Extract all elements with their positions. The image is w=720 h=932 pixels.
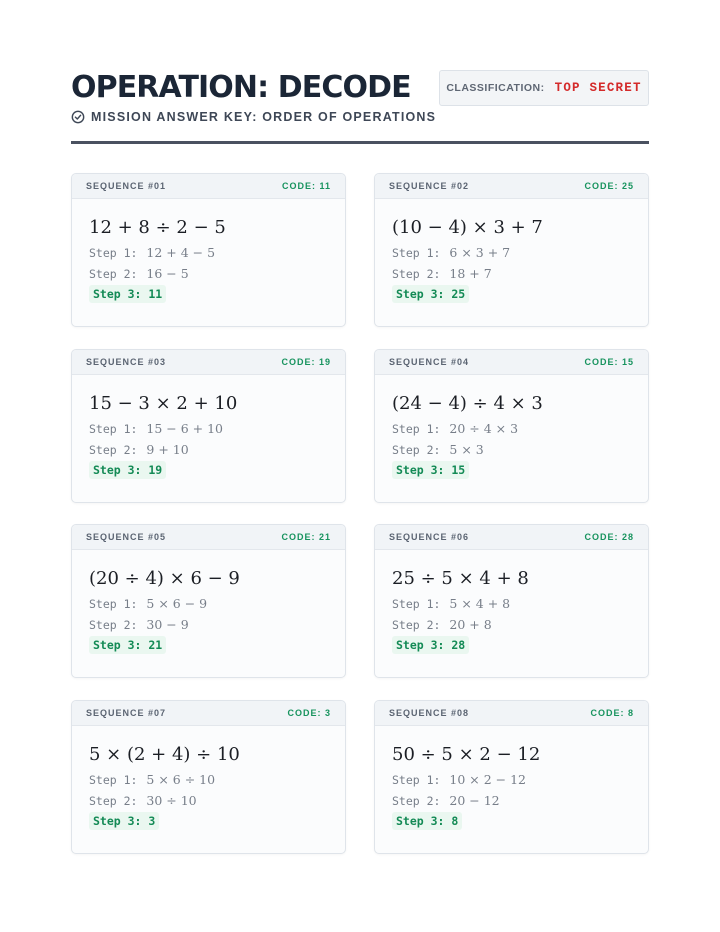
step-expression: 15 − 6 + 10 (146, 421, 224, 436)
step-1 (392, 418, 631, 439)
step-2 (89, 790, 328, 811)
step-1 (89, 769, 328, 790)
step-2 (89, 439, 328, 460)
step-expression: 30 − 9 (146, 617, 189, 632)
sequence-card (71, 173, 346, 327)
final-step: Step 3: 15 (392, 461, 469, 479)
card-header (72, 525, 345, 550)
sequence-code: CODE: 21 (281, 532, 331, 542)
header-divider (71, 141, 649, 144)
sequence-number: SEQUENCE #04 (389, 357, 470, 367)
problem-expression: 15 − 3 × 2 + 10 (89, 393, 238, 414)
step-expression: 20 − 12 (449, 793, 500, 808)
final-step: Step 3: 28 (392, 636, 469, 654)
step-2 (392, 790, 631, 811)
problem-expression: 12 + 8 ÷ 2 − 5 (89, 217, 226, 238)
sequence-number: SEQUENCE #01 (86, 181, 167, 191)
sequence-number: SEQUENCE #02 (389, 181, 470, 191)
sequence-number: SEQUENCE #06 (389, 532, 470, 542)
step-1 (89, 418, 328, 439)
sequence-number: SEQUENCE #05 (86, 532, 167, 542)
subtitle-text: MISSION ANSWER KEY: ORDER OF OPERATIONS (91, 110, 437, 124)
card-body (375, 199, 648, 303)
step-1 (392, 593, 631, 614)
card-body (375, 726, 648, 830)
step-1 (392, 769, 631, 790)
sequence-code: CODE: 28 (584, 532, 634, 542)
step-label: Step 1: (89, 422, 138, 436)
step-expression: 5 × 4 + 8 (449, 596, 511, 611)
card-body (72, 199, 345, 303)
step-label: Step 1: (89, 246, 138, 260)
step-label: Step 1: (392, 773, 441, 787)
step-2 (392, 614, 631, 635)
card-body (72, 375, 345, 479)
step-label: Step 2: (392, 267, 441, 281)
step-label: Step 2: (89, 794, 138, 808)
step-label: Step 2: (89, 443, 138, 457)
step-expression: 20 + 8 (449, 617, 492, 632)
card-header (375, 701, 648, 726)
step-label: Step 2: (392, 443, 441, 457)
card-header (72, 174, 345, 199)
final-step: Step 3: 8 (392, 812, 462, 830)
check-circle-icon (71, 110, 85, 124)
card-header (72, 350, 345, 375)
step-label: Step 2: (89, 267, 138, 281)
classification-badge (439, 70, 649, 106)
card-body (375, 375, 648, 479)
card-body (375, 550, 648, 654)
sequence-card (374, 700, 649, 854)
final-step: Step 3: 25 (392, 285, 469, 303)
card-header (72, 701, 345, 726)
page-subtitle (71, 110, 649, 124)
problem-expression: 50 ÷ 5 × 2 − 12 (392, 744, 541, 765)
step-2 (392, 263, 631, 284)
step-expression: 5 × 3 (449, 442, 484, 457)
step-1 (89, 593, 328, 614)
step-label: Step 1: (89, 597, 138, 611)
step-label: Step 1: (392, 597, 441, 611)
sequence-number: SEQUENCE #03 (86, 357, 167, 367)
sequence-code: CODE: 15 (584, 357, 634, 367)
sequence-number: SEQUENCE #08 (389, 708, 470, 718)
step-label: Step 2: (89, 618, 138, 632)
step-expression: 30 ÷ 10 (146, 793, 197, 808)
sequence-card (71, 524, 346, 678)
step-label: Step 1: (89, 773, 138, 787)
sequence-card (374, 349, 649, 503)
classification-label: CLASSIFICATION: (446, 82, 545, 94)
card-body (72, 550, 345, 654)
step-expression: 12 + 4 − 5 (146, 245, 216, 260)
page-header (71, 70, 649, 124)
sequence-code: CODE: 8 (590, 708, 634, 718)
page-title: OPERATION: DECODE (71, 70, 411, 105)
problem-expression: 5 × (2 + 4) ÷ 10 (89, 744, 240, 765)
step-2 (392, 439, 631, 460)
step-expression: 16 − 5 (146, 266, 189, 281)
problem-expression: 25 ÷ 5 × 4 + 8 (392, 568, 529, 589)
step-label: Step 1: (392, 246, 441, 260)
step-1 (392, 242, 631, 263)
sequence-card (374, 524, 649, 678)
card-header (375, 350, 648, 375)
step-expression: 10 × 2 − 12 (449, 772, 527, 787)
final-step: Step 3: 21 (89, 636, 166, 654)
card-body (72, 726, 345, 830)
classification-value: TOP SECRET (554, 81, 642, 95)
final-step: Step 3: 11 (89, 285, 166, 303)
step-2 (89, 263, 328, 284)
card-header (375, 525, 648, 550)
step-expression: 18 + 7 (449, 266, 492, 281)
final-step: Step 3: 19 (89, 461, 166, 479)
step-expression: 5 × 6 − 9 (146, 596, 208, 611)
problem-expression: (20 ÷ 4) × 6 − 9 (89, 568, 240, 589)
step-label: Step 1: (392, 422, 441, 436)
sequence-code: CODE: 19 (281, 357, 331, 367)
sequence-code: CODE: 3 (287, 708, 331, 718)
sequence-code: CODE: 25 (584, 181, 634, 191)
step-expression: 9 + 10 (146, 442, 189, 457)
step-label: Step 2: (392, 618, 441, 632)
sequence-number: SEQUENCE #07 (86, 708, 167, 718)
sequence-card (71, 700, 346, 854)
final-step: Step 3: 3 (89, 812, 159, 830)
problem-expression: (10 − 4) × 3 + 7 (392, 217, 543, 238)
step-expression: 6 × 3 + 7 (449, 245, 511, 260)
step-expression: 5 × 6 ÷ 10 (146, 772, 216, 787)
step-expression: 20 ÷ 4 × 3 (449, 421, 519, 436)
sequence-code: CODE: 11 (281, 181, 331, 191)
sequence-card (71, 349, 346, 503)
problem-expression: (24 − 4) ÷ 4 × 3 (392, 393, 543, 414)
step-2 (89, 614, 328, 635)
card-header (375, 174, 648, 199)
step-label: Step 2: (392, 794, 441, 808)
sequence-card (374, 173, 649, 327)
step-1 (89, 242, 328, 263)
